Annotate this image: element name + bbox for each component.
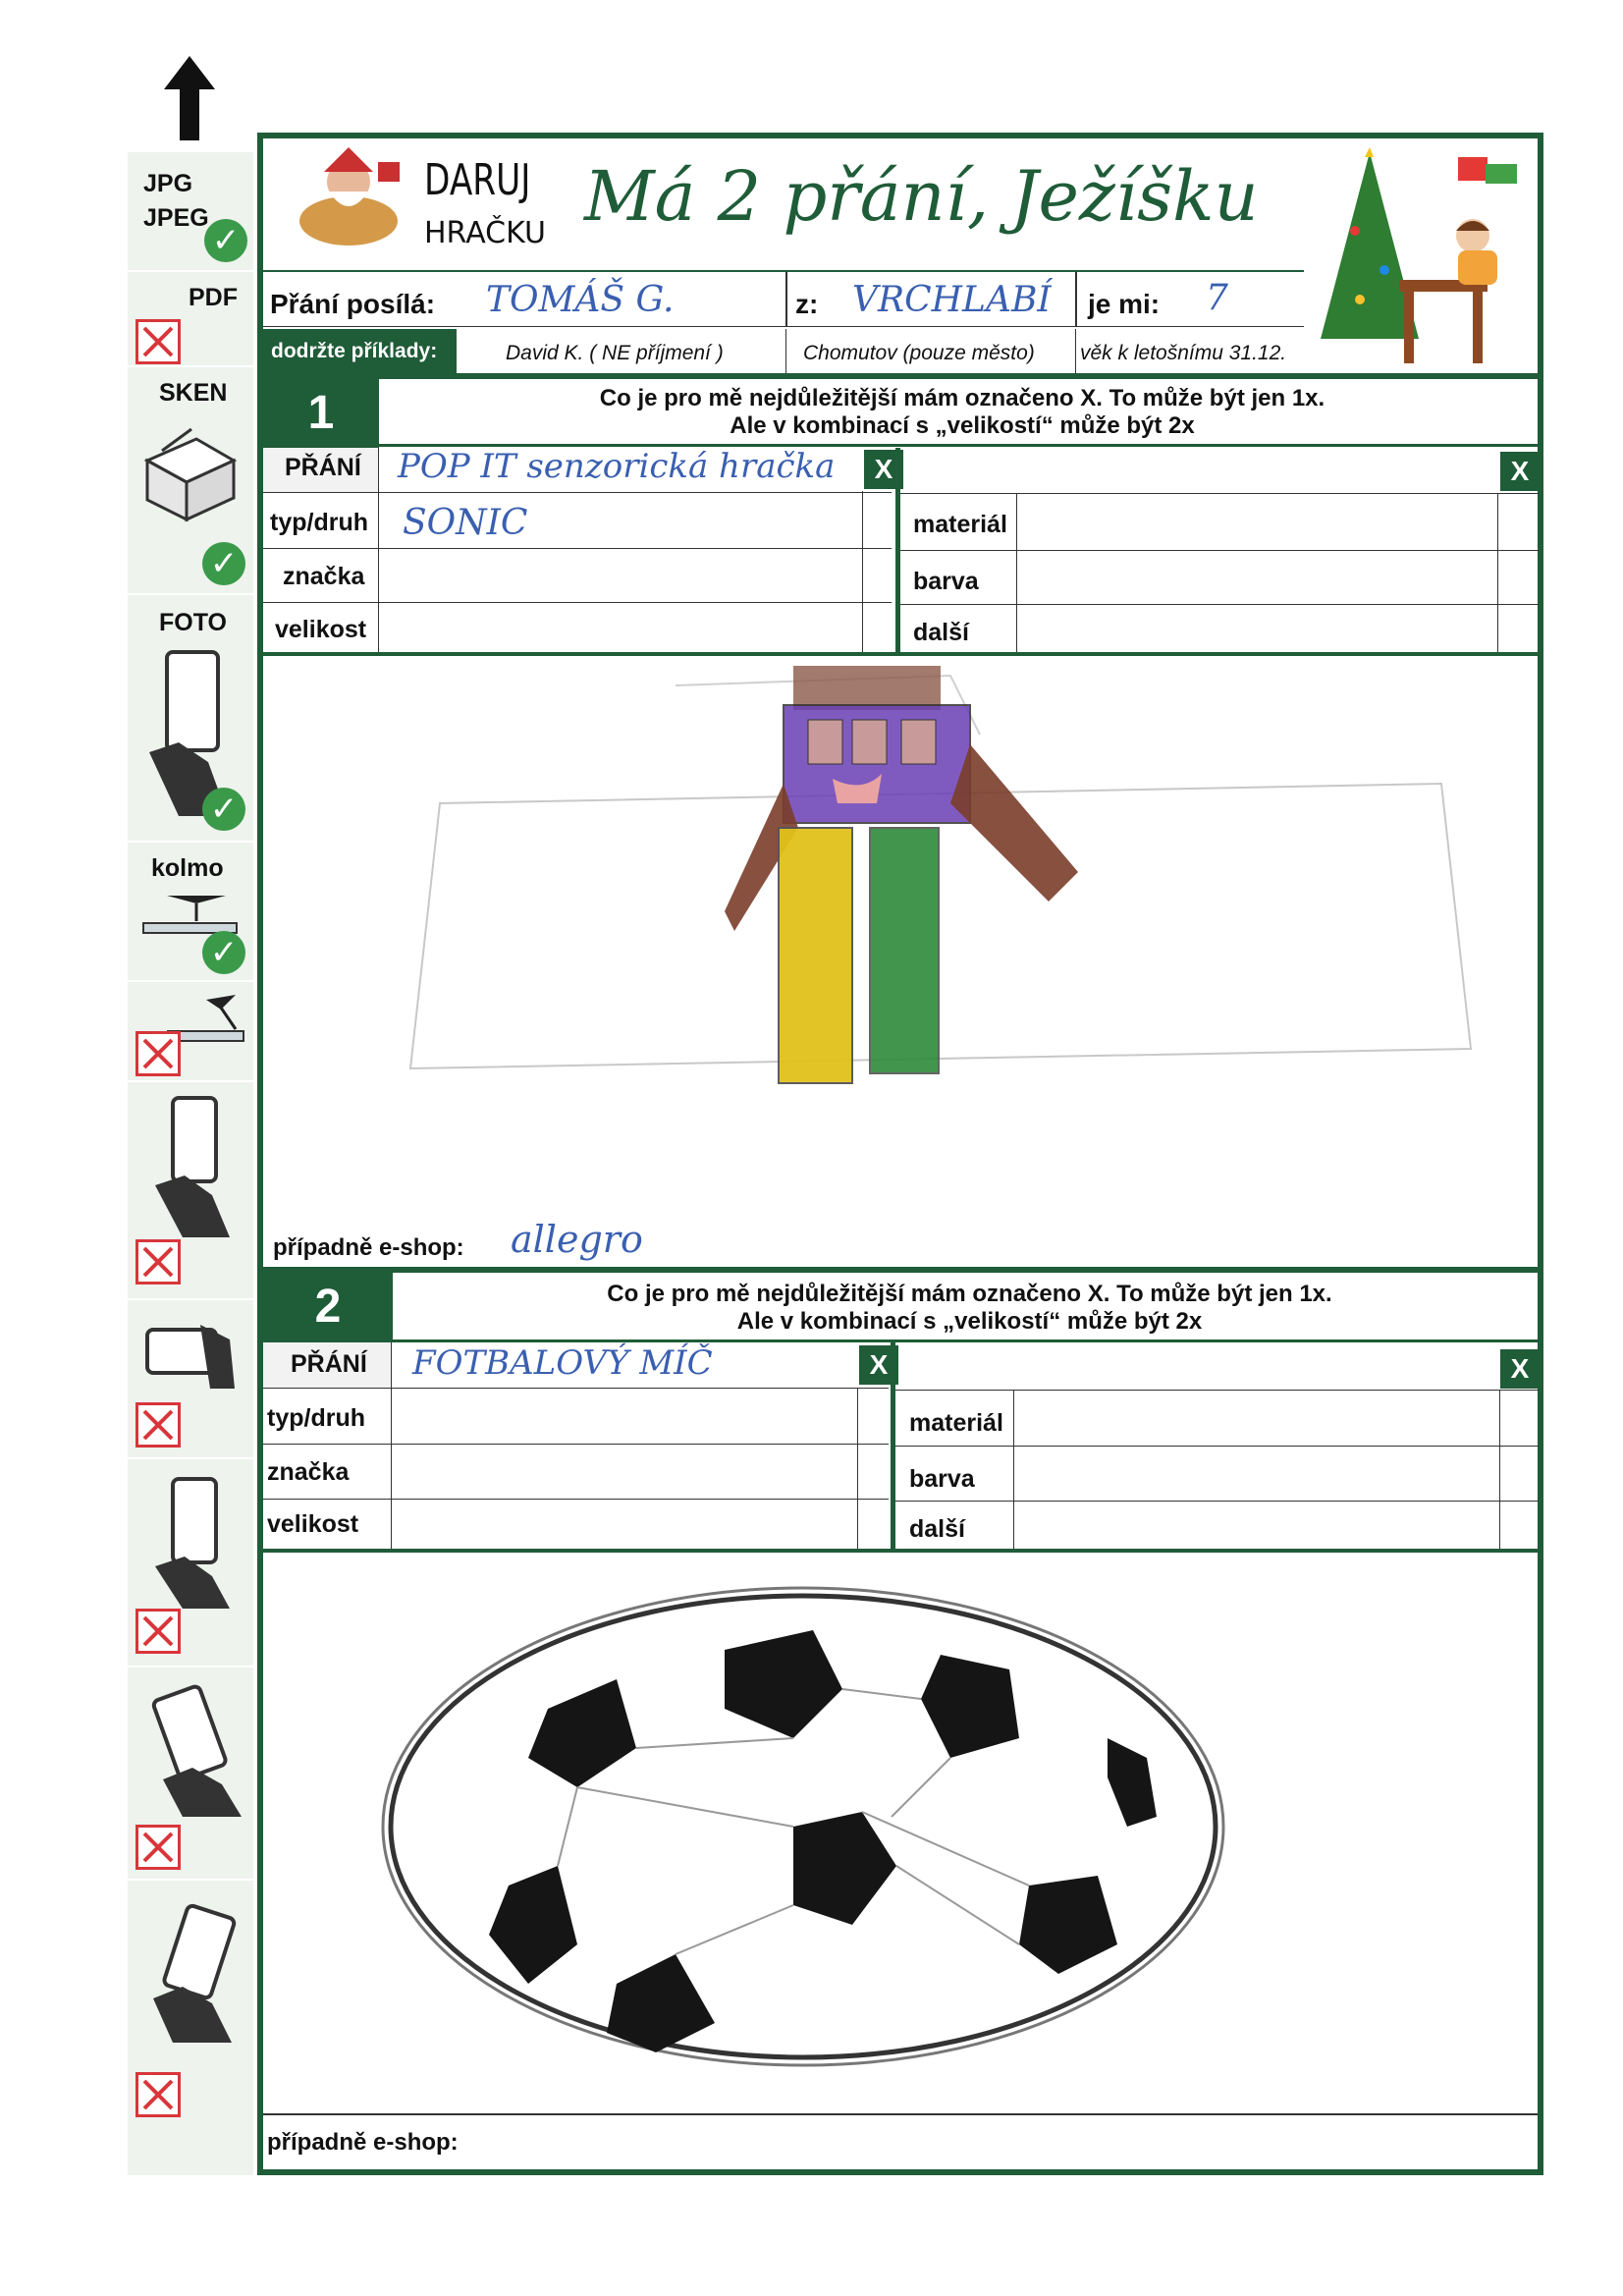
phone-hand-icon bbox=[149, 1473, 247, 1611]
phone-hand-icon bbox=[143, 1900, 251, 2048]
sidebar-rotated-phone-box bbox=[128, 1667, 253, 1881]
wish2-material-label: materiál bbox=[909, 1409, 1003, 1437]
wish1-velikost-label: velikost bbox=[275, 616, 367, 643]
wish1-prani-value: POP IT senzorická hračka bbox=[398, 447, 836, 486]
divider bbox=[391, 1342, 392, 1549]
divider bbox=[1075, 272, 1077, 326]
check-icon: ✓ bbox=[202, 788, 245, 831]
wish2-note bbox=[398, 1281, 1542, 1336]
jpeg-label: JPEG bbox=[143, 204, 209, 232]
wish1-number: 1 bbox=[263, 379, 379, 448]
rule bbox=[263, 1444, 889, 1445]
wish2-number: 2 bbox=[263, 1273, 393, 1341]
sken-label: SKEN bbox=[159, 379, 228, 407]
cross-icon bbox=[135, 1402, 181, 1448]
wish2-prani-value: FOTBALOVÝ MÍČ bbox=[412, 1343, 713, 1383]
sidebar-scan-box bbox=[128, 367, 253, 595]
rule bbox=[263, 492, 892, 493]
sidebar-tilted-phone-box bbox=[128, 1082, 253, 1300]
wish2-note-line1: Co je pro mě nejdůležitější mám označeno X. To může být jen 1x. bbox=[607, 1281, 1332, 1307]
wish1-znacka-label: značka bbox=[283, 563, 365, 590]
logo-text-daruj: DARUJ bbox=[424, 155, 531, 205]
age-value: 7 bbox=[1206, 278, 1228, 318]
rule bbox=[263, 326, 1304, 327]
section-rule bbox=[257, 373, 1543, 379]
scanner-icon bbox=[137, 421, 241, 529]
up-arrow-icon bbox=[160, 54, 219, 142]
sender-rule bbox=[263, 270, 1304, 272]
santa-logo-icon bbox=[295, 147, 412, 250]
rule bbox=[900, 493, 1539, 494]
divider bbox=[1075, 329, 1076, 373]
name-example: David K. ( NE příjmení ) bbox=[506, 342, 724, 364]
wish2-note-line2: Ale v kombinací s „velikostí“ může být 2x bbox=[736, 1308, 1203, 1335]
sidebar-photo-box bbox=[128, 595, 253, 843]
wish1-x-mark-right: X bbox=[1500, 452, 1540, 491]
wish1-barva-label: barva bbox=[913, 568, 979, 595]
wish2-barva-label: barva bbox=[909, 1465, 975, 1493]
cross-icon bbox=[135, 1031, 181, 1076]
kolmo-label: kolmo bbox=[151, 854, 224, 882]
wish1-note bbox=[383, 385, 1542, 440]
divider bbox=[785, 272, 787, 326]
wish2-child-drawing bbox=[263, 1561, 1540, 2131]
rule bbox=[895, 1390, 1539, 1391]
sidebar-jpg-box bbox=[128, 152, 253, 272]
pdf-label: PDF bbox=[189, 284, 238, 311]
section-rule bbox=[257, 1267, 1543, 1273]
wish2-dalsi-label: další bbox=[909, 1515, 965, 1543]
wish2-velikost-label: velikost bbox=[267, 1510, 359, 1538]
format-sidebar bbox=[128, 152, 253, 2175]
wish2-typ-label: typ/druh bbox=[267, 1404, 365, 1432]
divider bbox=[1016, 494, 1017, 654]
sidebar-angled-box bbox=[128, 982, 253, 1082]
check-icon: ✓ bbox=[202, 542, 245, 585]
cross-icon bbox=[135, 1825, 181, 1870]
wish1-note-line1: Co je pro mě nejdůležitější mám označeno X. To může být jen 1x. bbox=[599, 385, 1325, 411]
age-example: věk k letošnímu 31.12. bbox=[1080, 342, 1287, 364]
sidebar-close-phone-box bbox=[128, 1459, 253, 1667]
page-title: Má 2 přání, Ježíšku bbox=[584, 156, 1259, 237]
age-label: je mi: bbox=[1088, 289, 1161, 319]
wish2-znacka-label: značka bbox=[267, 1458, 350, 1486]
wish1-child-drawing bbox=[263, 656, 1540, 1250]
sidebar-pdf-box bbox=[128, 272, 253, 367]
divider bbox=[857, 1388, 858, 1549]
phone-hand-icon bbox=[149, 1092, 247, 1239]
wish1-typ-label: typ/druh bbox=[270, 509, 368, 536]
wish1-prani-label: PŘÁNÍ bbox=[285, 454, 361, 481]
section-rule bbox=[263, 1339, 1543, 1342]
sidebar-perpendicular-box bbox=[128, 843, 253, 982]
wish1-eshop-value: allegro bbox=[511, 1218, 643, 1261]
cross-icon bbox=[135, 1239, 181, 1285]
rule bbox=[895, 1501, 1539, 1502]
from-label: z: bbox=[795, 289, 819, 319]
check-icon: ✓ bbox=[204, 219, 247, 262]
cross-icon bbox=[135, 1609, 181, 1654]
rule bbox=[263, 1388, 889, 1389]
wish1-dalsi-label: další bbox=[913, 619, 969, 646]
divider bbox=[378, 448, 379, 654]
jpg-label: JPG bbox=[143, 170, 193, 197]
christmas-tree-boy-icon bbox=[1311, 142, 1537, 373]
divider bbox=[862, 491, 863, 654]
rule bbox=[263, 1499, 889, 1500]
divider bbox=[785, 329, 786, 373]
divider bbox=[1499, 1391, 1500, 1549]
rule bbox=[263, 548, 892, 549]
rule bbox=[263, 602, 892, 603]
cross-icon bbox=[135, 2072, 181, 2117]
wish2-x-mark-left: X bbox=[859, 1345, 898, 1385]
wish2-eshop-label: případně e-shop: bbox=[267, 2129, 459, 2156]
phone-hand-icon bbox=[141, 1320, 240, 1398]
rule bbox=[900, 604, 1539, 605]
section-rule bbox=[263, 1549, 1543, 1553]
logo-text-hracku: HRAČKU bbox=[424, 216, 546, 250]
wish1-eshop-label: případně e-shop: bbox=[273, 1234, 464, 1261]
sidebar-skewed-phone-box bbox=[128, 1881, 253, 2175]
divider bbox=[1013, 1391, 1014, 1549]
divider bbox=[1497, 494, 1498, 654]
sidebar-landscape-phone-box bbox=[128, 1300, 253, 1459]
foto-label: FOTO bbox=[159, 609, 227, 636]
examples-label: dodržte příklady: bbox=[271, 340, 438, 362]
sender-name-value: TOMÁŠ G. bbox=[486, 280, 675, 320]
wish2-prani-label: PŘÁNÍ bbox=[291, 1350, 367, 1378]
sender-label: Přání posílá: bbox=[270, 289, 436, 319]
wish2-x-mark-right: X bbox=[1500, 1349, 1540, 1389]
town-value: VRCHLABÍ bbox=[852, 280, 1052, 320]
rule bbox=[895, 1446, 1539, 1447]
wish1-note-line2: Ale v kombinací s „velikostí“ může být 2x bbox=[730, 412, 1195, 439]
rule bbox=[263, 2113, 1538, 2115]
column-divider bbox=[895, 448, 900, 654]
rule bbox=[900, 550, 1539, 551]
town-example: Chomutov (pouze město) bbox=[803, 342, 1035, 364]
check-icon: ✓ bbox=[202, 931, 245, 974]
wish1-typ-value: SONIC bbox=[403, 503, 528, 543]
cross-icon bbox=[135, 319, 181, 364]
phone-hand-icon bbox=[143, 1681, 251, 1819]
wish1-material-label: materiál bbox=[913, 511, 1007, 538]
wish1-x-mark-left: X bbox=[864, 450, 903, 489]
